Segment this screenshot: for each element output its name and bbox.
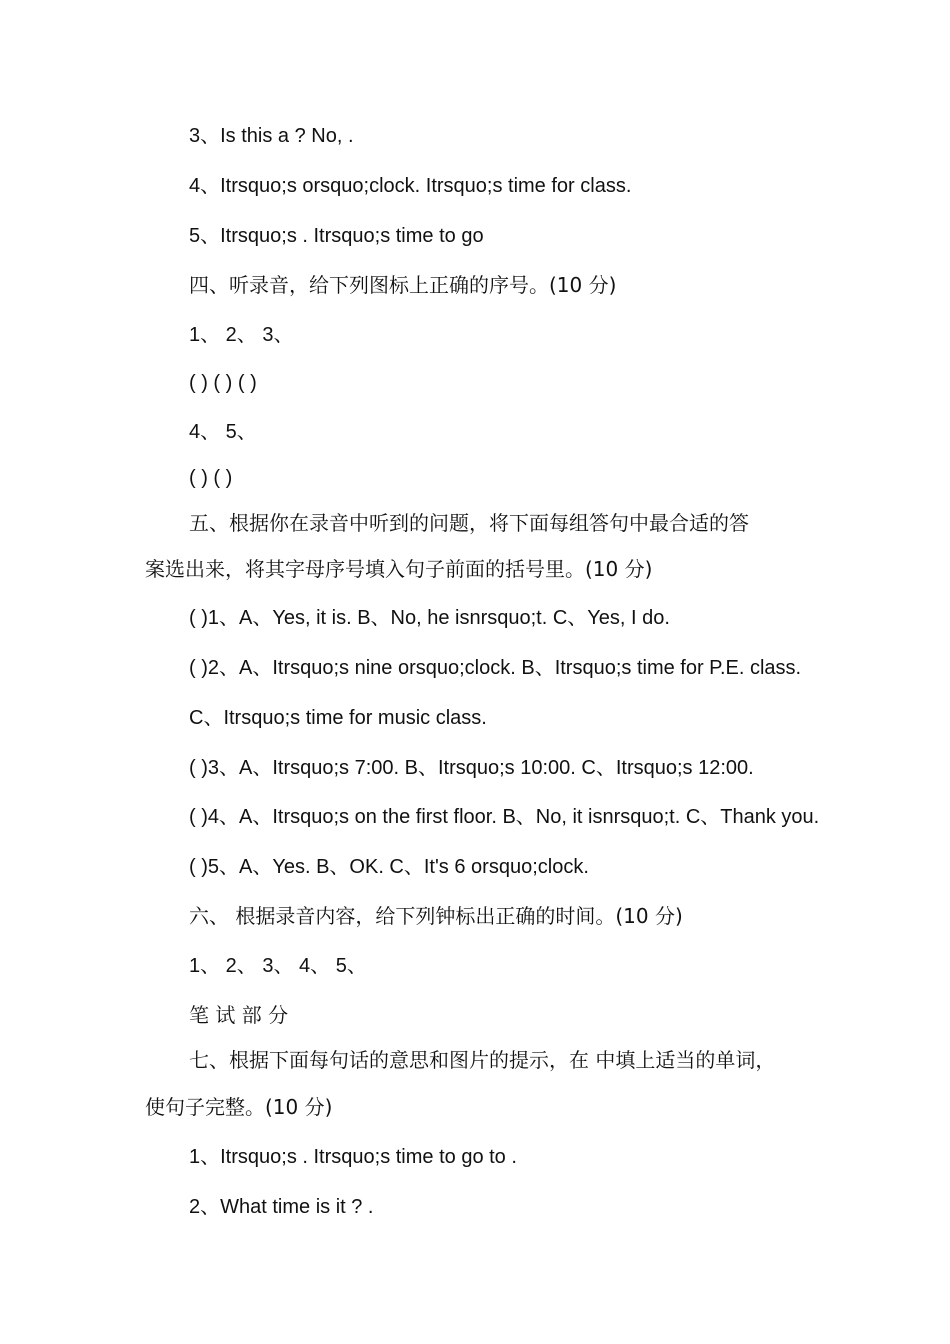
section-heading: 五、根据你在录音中听到的问题，将下面每组答句中最合适的答 [189,511,749,535]
question-item: 2、What time is it ? . [189,1196,374,1218]
question-item-continued: C、Itrsquo;s time for music class. [189,707,487,729]
part-title: 笔 试 部 分 [189,1003,289,1027]
section-heading-continued: 使句子完整。(10 分) [145,1095,333,1119]
text-line: 1、 2、 3、 [189,324,294,346]
text-line: 4、 5、 [189,421,257,443]
question-item: 1、Itrsquo;s . Itrsquo;s time to go to . [189,1146,517,1168]
section-heading: 七、根据下面每句话的意思和图片的提示，在 中填上适当的单词， [189,1048,776,1072]
question-item: ( )1、A、Yes, it is. B、No, he isnrsquo;t. C、Yes, I do. [189,607,670,629]
text-line: 5、Itrsquo;s . Itrsquo;s time to go [189,225,484,247]
question-item: ( )5、A、Yes. B、OK. C、It's 6 orsquo;clock. [189,856,589,878]
question-item: ( )2、A、Itrsquo;s nine orsquo;clock. B、Itrsquo;s time for P.E. class. [189,657,802,679]
answer-blanks: ( ) ( ) ( ) [189,372,257,394]
question-item: ( )4、A、Itrsquo;s on the first floor. B、No, it isnrsquo;t. C、Thank you. [189,806,820,828]
section-heading: 四、听录音，给下列图标上正确的序号。(10 分) [189,273,617,297]
text-line: 3、Is this a ? No, . [189,125,354,147]
section-heading: 六、 根据录音内容，给下列钟标出正确的时间。(10 分) [189,904,683,928]
text-line: 4、Itrsquo;s orsquo;clock. Itrsquo;s time for class. [189,175,632,197]
question-item: ( )3、A、Itrsquo;s 7:00. B、Itrsquo;s 10:00. C、Itrsquo;s 12:00. [189,757,754,779]
section-heading-continued: 案选出来，将其字母序号填入句子前面的括号里。(10 分) [145,557,653,581]
answer-blanks: ( ) ( ) [189,467,233,489]
text-line: 1、 2、 3、 4、 5、 [189,955,367,977]
